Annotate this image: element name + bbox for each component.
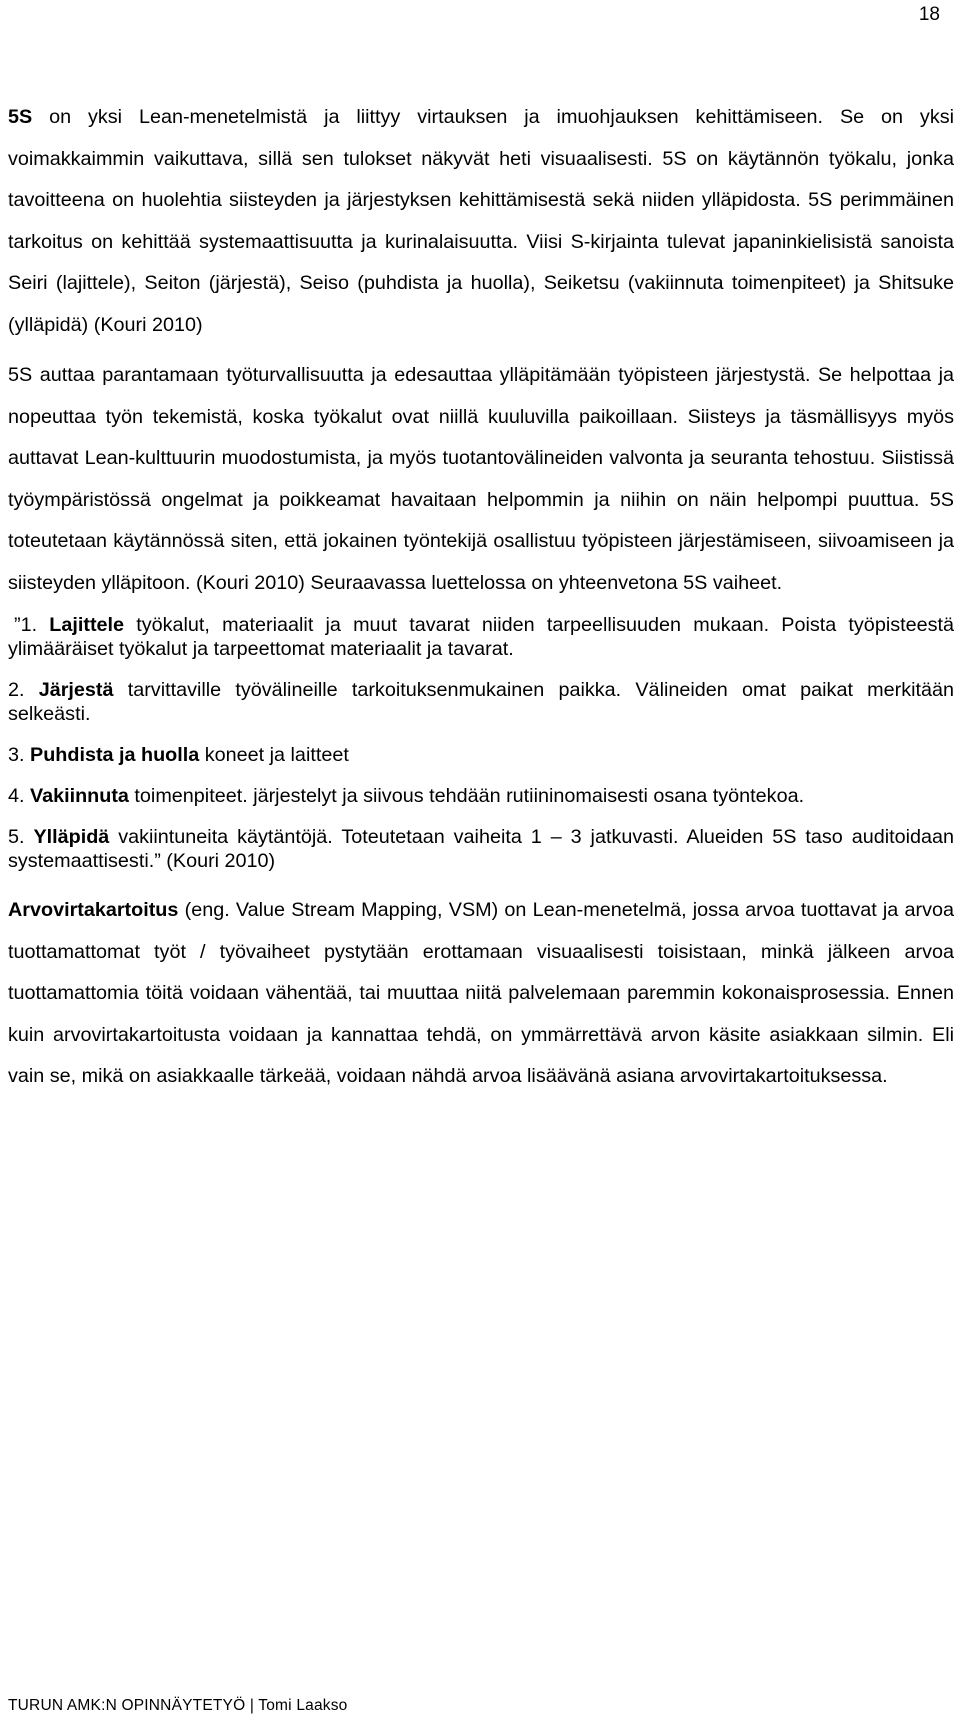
- step-term: Ylläpidä: [33, 826, 110, 848]
- step-text: tarvittaville työvälineille tarkoituksenmukainen paikka. Välineiden omat paikat merkitään selkeästi.: [8, 679, 955, 725]
- term-5s: 5S: [8, 106, 33, 128]
- document-body: [8, 97, 954, 1098]
- step-text: koneet ja laitteet: [199, 744, 349, 766]
- list-item: [8, 678, 954, 726]
- paragraph-vsm: [8, 890, 954, 1098]
- step-prefix: 3.: [8, 744, 30, 766]
- step-term: Lajittele: [49, 614, 125, 636]
- paragraph-5s-intro-text: on yksi Lean-menetelmistä ja liittyy virtauksen ja imuohjauksen kehittämiseen. Se on yksi voimakkaimmin vaikuttava, sillä sen tulokset näkyvät heti visuaalisesti. 5S on käytännön työkalu, jonka tavoitteena on huolehtia siisteyden ja järjestyksen kehittämisestä sekä niiden ylläpidosta. 5S perimmäinen tarkoitus on kehittää systemaattisuutta ja kurinalaisuutta. Viisi S-kirjainta tulevat japaninkielisistä sanoista Seiri (lajittele), Seiton (järjestä), Seiso (puhdista ja huolla), Seiketsu (vakiinnuta toimenpiteet) ja Shitsuke (ylläpidä) (Kouri 2010): [8, 106, 954, 336]
- step-prefix: ”1.: [14, 614, 50, 636]
- paragraph-5s-benefits: 5S auttaa parantamaan työturvallisuutta ja edesauttaa ylläpitämään työpisteen järjestystä. Se helpottaa ja nopeuttaa työn tekemistä, koska työkalut ovat niillä kuuluvilla paikoillaan. Siisteys ja täsmällisyys myös auttavat Lean-kulttuurin muodostumista, ja myös tuotantovälineiden valvonta ja seuranta tehostuu. Siistissä työympäristössä ongelmat ja poikkeamat havaitaan helpommin ja niihin on näin helpompi puuttua. 5S toteutetaan käytännössä siten, että jokainen työntekijä osallistuu työpisteen järjestämiseen, siivoamiseen ja siisteyden ylläpitoon. (Kouri 2010) Seuraavassa luettelossa on yhteenvetona 5S vaiheet.: [8, 364, 954, 594]
- step-term: Puhdista ja huolla: [30, 744, 200, 766]
- paragraph-vsm-text: (eng. Value Stream Mapping, VSM) on Lean-menetelmä, jossa arvoa tuottavat ja arvoa tuottamattomat työt / työvaiheet pystytään erottamaan visuaalisesti toisistaan, minkä jälkeen arvoa tuottamattomia töitä voidaan vähentää, tai muuttaa niitä palvelemaan paremmin kokonaisprosessia. Ennen kuin arvovirtakartoitusta voidaan ja kannattaa tehdä, on ymmärrettävä arvon käsite asiakkaan silmin. Eli vain se, mikä on asiakkaalle tärkeää, voidaan nähdä arvoa lisäävänä asiana arvovirtakartoituksessa.: [8, 899, 954, 1087]
- list-item: [8, 825, 954, 873]
- step-prefix: 5.: [8, 826, 34, 848]
- list-item: [8, 743, 954, 767]
- step-term: Järjestä: [38, 679, 114, 701]
- step-text: vakiintuneita käytäntöjä. Toteutetaan vaiheita 1 – 3 jatkuvasti. Alueiden 5S taso auditoidaan systemaattisesti.” (Kouri 2010): [8, 826, 954, 872]
- page-footer: TURUN AMK:N OPINNÄYTETYÖ | Tomi Laakso: [8, 1697, 348, 1714]
- term-arvovirtakartoitus: Arvovirtakartoitus: [8, 899, 179, 921]
- paragraph-5s-intro: [8, 97, 954, 346]
- step-text: työkalut, materiaalit ja muut tavarat niiden tarpeellisuuden mukaan. Poista työpisteestä ylimääräiset työkalut ja tarpeettomat materiaalit ja tavarat.: [8, 614, 954, 660]
- step-text: toimenpiteet. järjestelyt ja siivous tehdään rutiininomaisesti osana työntekoa.: [128, 785, 805, 807]
- step-prefix: 2.: [8, 679, 39, 701]
- page-number: 18: [918, 4, 940, 25]
- steps-list: [8, 613, 954, 873]
- list-item: [8, 613, 954, 661]
- step-term: Vakiinnuta: [30, 785, 129, 807]
- list-item: [8, 784, 954, 808]
- step-prefix: 4.: [8, 785, 30, 807]
